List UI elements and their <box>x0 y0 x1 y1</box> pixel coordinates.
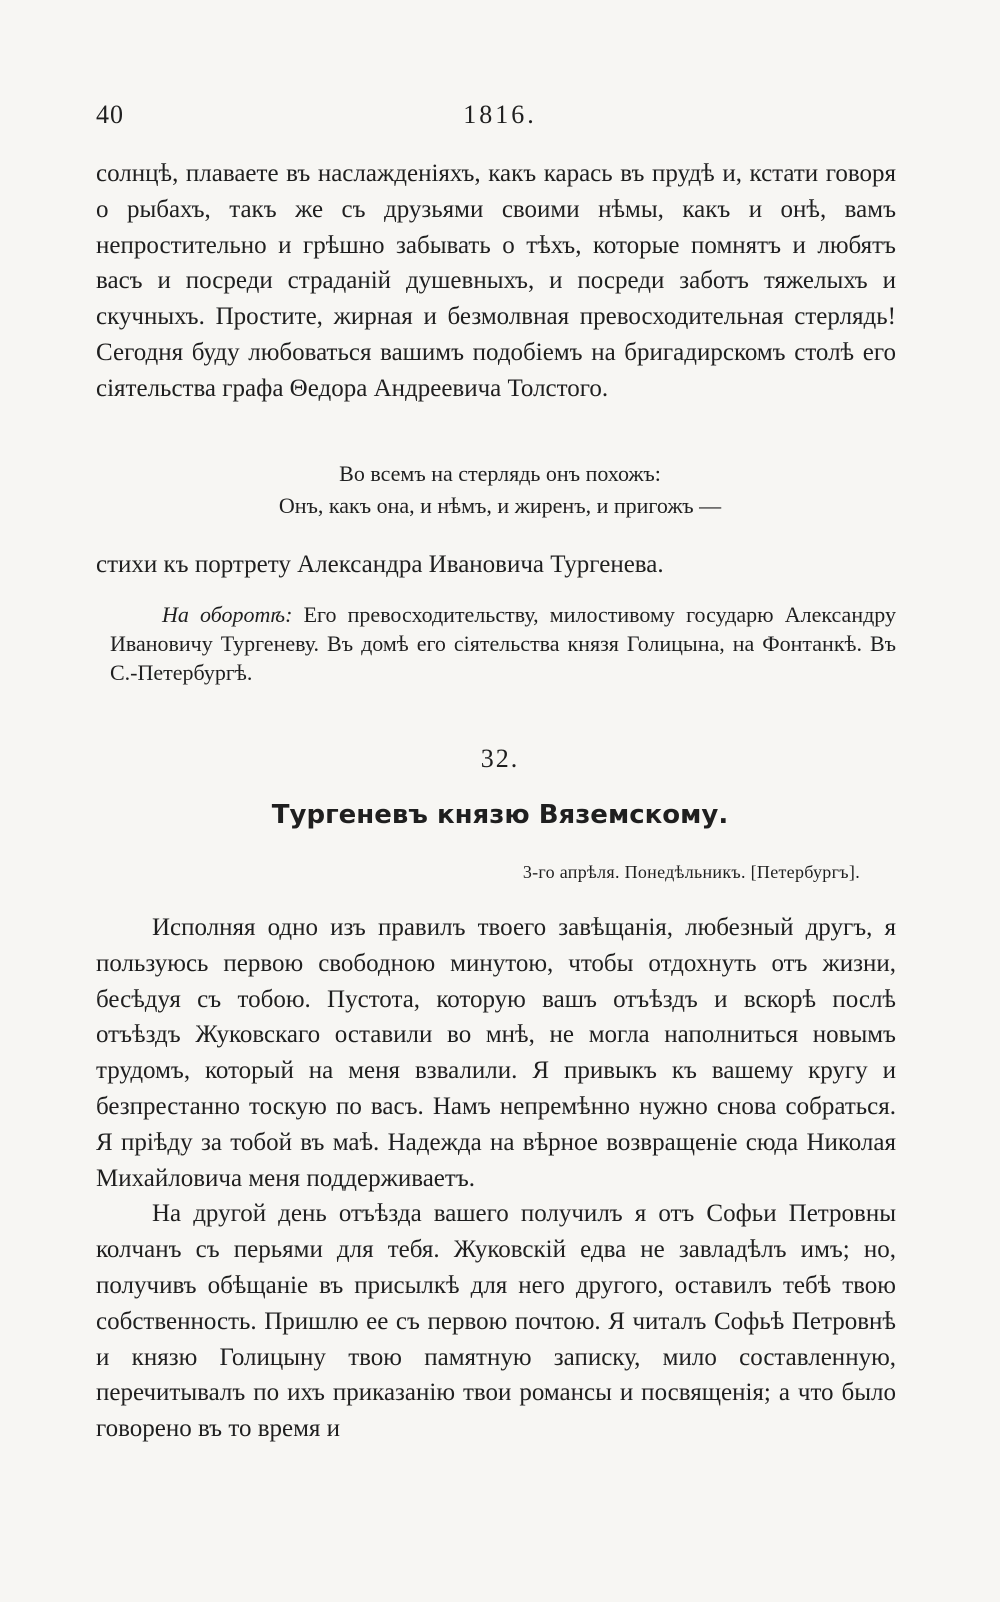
paragraph: Исполняя одно изъ правилъ твоего завѣщанія, любезный другъ, я пользуюсь первою свободною минутою, чтобы отдохнуть отъ жизни, бесѣдуя съ тобою. Пустота, которую вашъ отъѣздъ и вскорѣ послѣ отъѣздъ Жуковскаго оставили во мнѣ, не могла наполниться новымъ трудомъ, который на меня взвалили. Я привыкъ къ вашему кругу и безпрестанно тоскую по васъ. Намъ непремѣнно нужно снова собраться. Я пріѣду за тобой въ маѣ. Надежда на вѣрное возвращеніе сюда Николая Михайловича меня поддерживаетъ. <box>96 914 896 1192</box>
paragraph: солнцѣ, плаваете въ наслажденіяхъ, какъ карась въ прудѣ и, кстати говоря о рыбахъ, такъ же съ друзьями своими нѣмы, какъ и онѣ, вамъ непростительно и грѣшно забывать о тѣхъ, которые помнятъ и любятъ васъ и посреди страданій душевныхъ, и посреди заботъ тяжелыхъ и скучныхъ. Простите, жирная и безмолвная превосходительная стерлядь! Сегодня буду любоваться вашимъ подобіемъ на бригадирскомъ столѣ его сіятельства графа Θедора Андреевича Толстого. <box>96 160 896 402</box>
verse-line: Во всемъ на стерлядь онъ похожъ: <box>339 461 661 486</box>
address-note <box>110 600 896 687</box>
verse <box>0 458 1000 522</box>
letter-dateline: 3-го апрѣля. Понедѣльникъ. [Петербургъ]. <box>522 862 860 882</box>
letter-title: Тургеневъ князю Вяземскому. <box>271 800 729 830</box>
paragraph: На другой день отъѣзда вашего получилъ я отъ Софьи Петровны колчанъ съ перьями для тебя. Жуковскій едва не завладѣлъ имъ; но, получивъ обѣщаніе въ присылкѣ для него другого, оставилъ тебѣ твою собственность. Пришлю ее съ первою почтою. Я читалъ Софьѣ Петровнѣ и князю Голицыну твою памятную записку, мило составленную, перечитывалъ по ихъ приказанію твои романсы и посвященія; а что было говорено въ то время и <box>96 1200 896 1443</box>
letter-body <box>96 910 896 1447</box>
letter-number: 32. <box>480 744 520 773</box>
letter-continuation <box>96 156 896 407</box>
note-text: Его превосходительству, милостивому государю Александру Ивановичу Тургеневу. Въ домѣ его сіятельства князя Голицына, на Фонтанкѣ. Въ С.-Петербургѣ. <box>110 602 896 685</box>
page-number: 40 <box>96 100 124 129</box>
note-lead: На оборотѣ: <box>162 602 293 627</box>
verse-line: Онъ, какъ она, и нѣмъ, и жиренъ, и пригожъ — <box>278 493 722 518</box>
page-header <box>0 100 1000 136</box>
running-head-year: 1816. <box>463 100 537 129</box>
verse-caption: стихи къ портрету Александра Ивановича Тургенева. <box>96 551 664 578</box>
